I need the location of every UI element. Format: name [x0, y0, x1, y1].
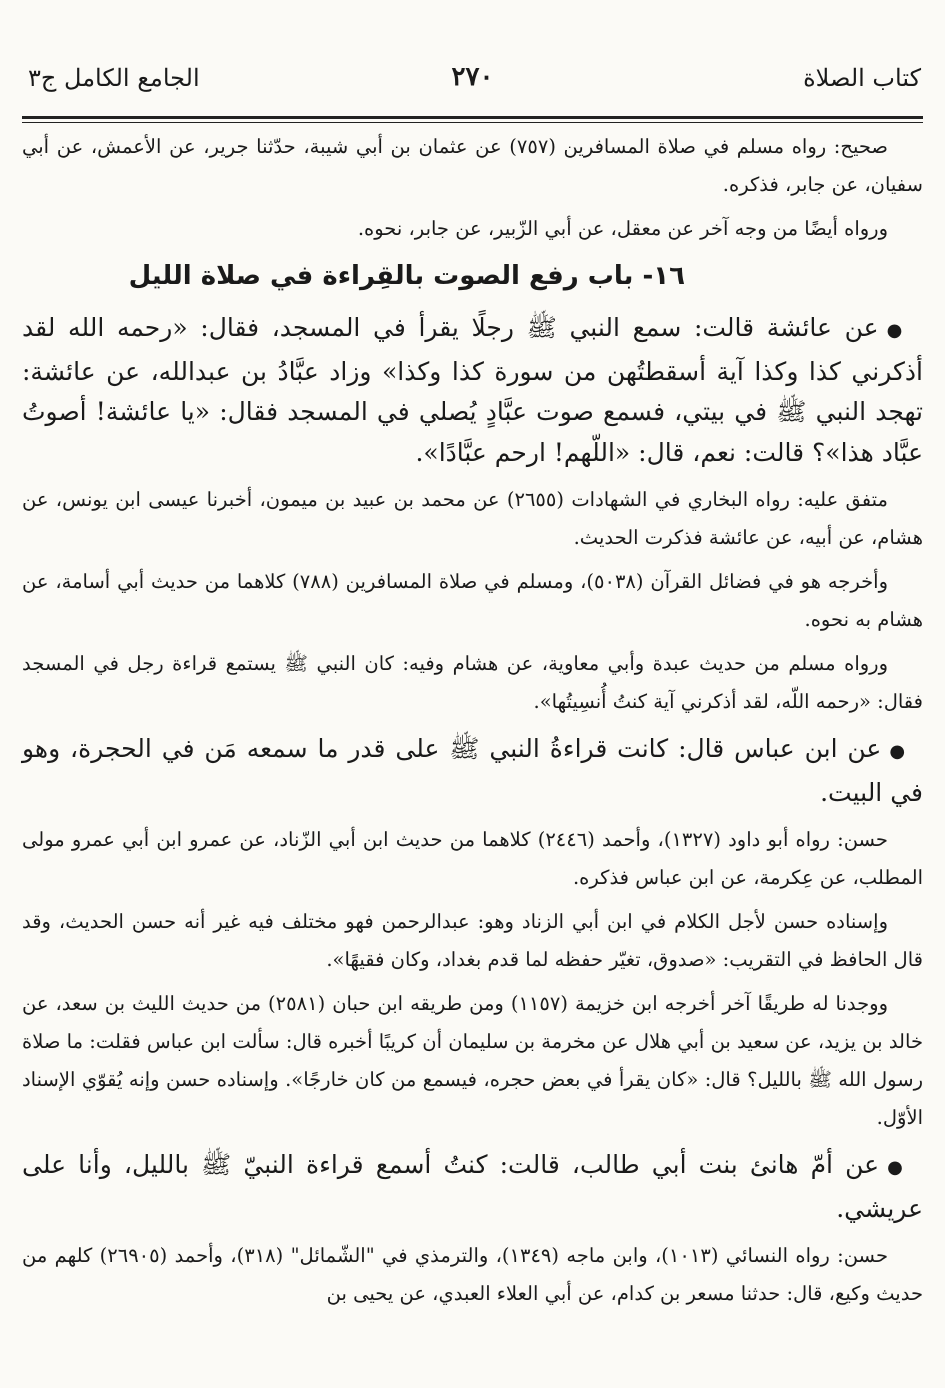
bullet-icon: ● — [886, 320, 907, 341]
note-text: صحيح: رواه مسلم في صلاة المسافرين (٧٥٧) عن عثمان بن أبي شيبة، حدّثنا جرير، عن الأعمش، عن أبي سفيان، عن جابر، فذكره. — [22, 135, 923, 196]
takhrij-note — [22, 481, 923, 557]
takhrij-note — [22, 985, 923, 1137]
volume-title: الجامع الكامل ج٣ — [28, 64, 200, 92]
hadith-body: عن ابن عباس قال: كانت قراءةُ النبي ﷺ على قدر ما سمعه مَن في الحجرة، وهو في البيت. — [22, 734, 923, 807]
header-rule-thin — [22, 122, 923, 123]
note-text: وأخرجه هو في فضائل القرآن (٥٠٣٨)، ومسلم في صلاة المسافرين (٧٨٨) كلاهما من حديث أبي أسامة، عن هشام به نحوه. — [22, 570, 923, 631]
note-text: ورواه أيضًا من وجه آخر عن معقل، عن أبي الزّبير، عن جابر، نحوه. — [357, 217, 888, 240]
note-text: ووجدنا له طريقًا آخر أخرجه ابن خزيمة (١١٥٧) ومن طريقه ابن حبان (٢٥٨١) من حديث الليث بن سعد، عن خالد بن يزيد، عن سعيد بن أبي هلال عن مخرمة بن سليمان أن كريبًا أخبره قال: سألت ابن عباس فقلت: ما صلاة رسول الله ﷺ بالليل؟ قال: «كان يقرأ في بعض حجره، فيسمع من كان خارجًا». وإسناده حسن وإنه يُقوّي الإسناد الأوّل. — [22, 992, 923, 1129]
page-number: ٢٧٠ — [451, 62, 494, 92]
note-text: ورواه مسلم من حديث عبدة وأبي معاوية، عن هشام وفيه: كان النبي ﷺ يستمع قراءة رجل في المسجد فقال: «رحمه اللّه، لقد أذكرني آية كنتُ أُنسِيتُها». — [22, 652, 923, 713]
takhrij-note — [22, 821, 923, 897]
takhrij-note — [22, 563, 923, 639]
bullet-icon: ● — [887, 1157, 907, 1178]
bullet-icon: ● — [889, 741, 907, 762]
takhrij-note — [22, 128, 923, 204]
takhrij-note — [22, 645, 923, 721]
note-text: حسن: رواه أبو داود (١٣٢٧)، وأحمد (٢٤٤٦) كلاهما من حديث ابن أبي الزّناد، عن عمرو ابن أبي عمرو مولى المطلب، عن عِكرمة، عن ابن عباس فذكره. — [22, 828, 923, 889]
note-text: حسن: رواه النسائي (١٠١٣)، وابن ماجه (١٣٤٩)، والترمذي في "الشّمائل" (٣١٨)، وأحمد (٢٦٩٠٥) كلهم من حديث وكيع، قال: حدثنا مسعر بن كدام، عن أبي العلاء العبدي، عن يحيى بن — [22, 1244, 923, 1305]
note-text: وإسناده حسن لأجل الكلام في ابن أبي الزناد وهو: عبدالرحمن فهو مختلف فيه غير أنه حسن الحديث، وقد قال الحافظ في التقريب: «صدوق، تغيّر حفظه لما قدم بغداد، وكان فقيهًا». — [22, 910, 923, 971]
hadith-text — [22, 729, 923, 813]
note-text: متفق عليه: رواه البخاري في الشهادات (٢٦٥٥) عن محمد بن عبيد بن ميمون، أخبرنا عيسى ابن يونس، عن هشام، عن أبيه، عن عائشة فذكرت الحديث. — [22, 488, 923, 549]
running-header — [22, 58, 923, 116]
page-body — [22, 128, 923, 1319]
takhrij-note — [22, 903, 923, 979]
hadith-body: عن عائشة قالت: سمع النبي ﷺ رجلًا يقرأ في المسجد، فقال: «رحمه الله لقد أذكرني كذا وكذا آية أسقطتُهن من سورة كذا وكذا» وزاد عبَّادُ بن عبدالله، عن عائشة: تهجد النبي ﷺ في بيتي، فسمع صوت عبَّادٍ يُصلي في المسجد فقال: «يا عائشة! أصوتُ عبَّاد هذا»؟ قالت: نعم، قال: «اللّهم! ارحم عبَّادًا». — [22, 313, 923, 467]
book-title: كتاب الصلاة — [803, 64, 921, 92]
header-rule-thick — [22, 116, 923, 119]
hadith-text — [22, 308, 923, 473]
chapter-heading: ١٦- باب رفع الصوت بالقِراءة في صلاة الليل — [128, 261, 685, 291]
hadith-body: عن أمّ هانئ بنت أبي طالب، قالت: كنتُ أسمع قراءة النبيّ ﷺ بالليل، وأنا على عريشي. — [22, 1150, 923, 1223]
takhrij-note — [22, 1237, 923, 1313]
takhrij-note — [22, 210, 923, 248]
hadith-text — [22, 1145, 923, 1229]
